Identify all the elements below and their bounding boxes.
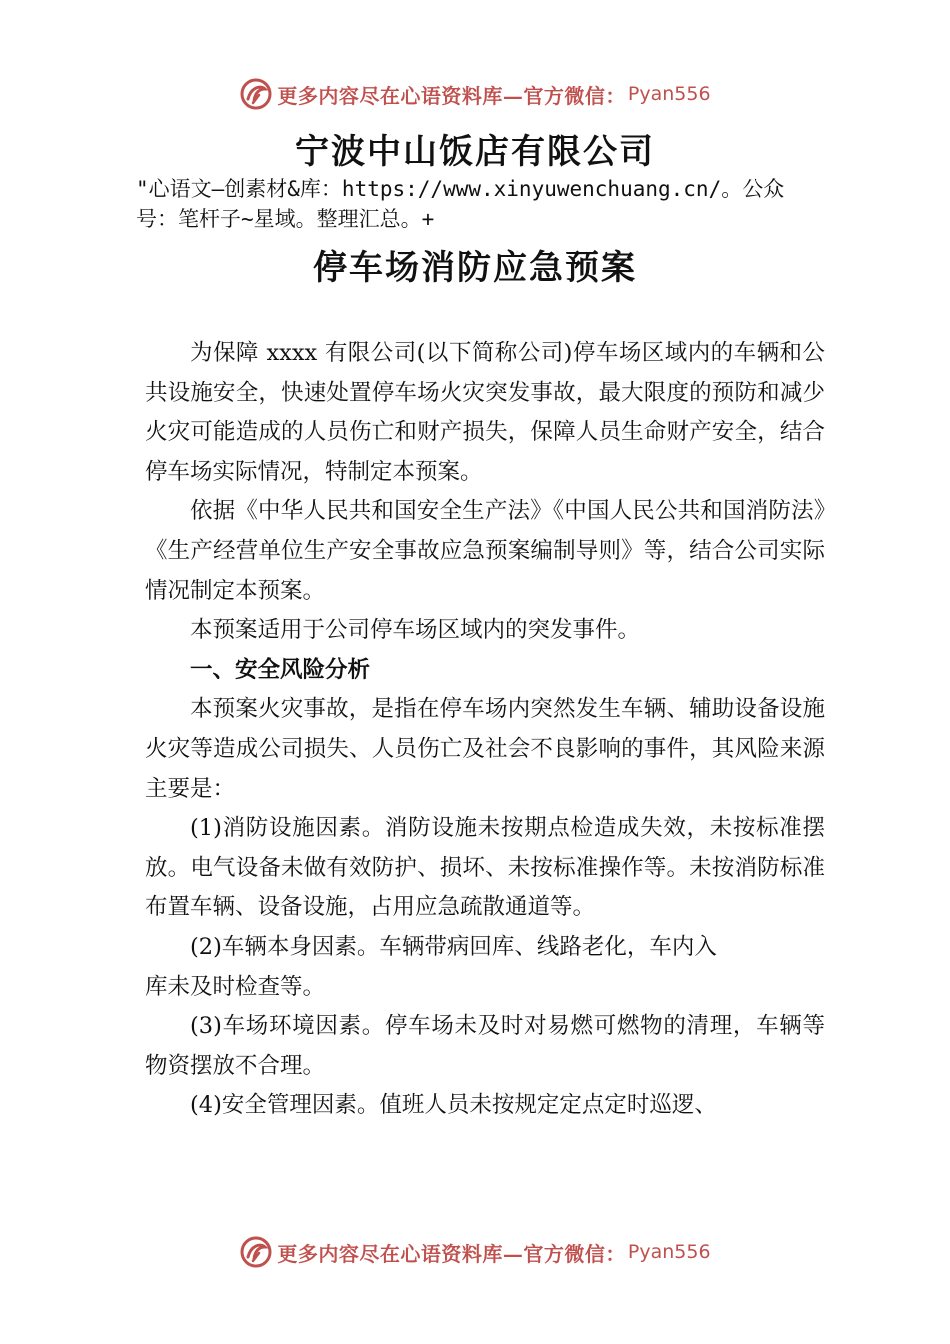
paragraph-risk-vehicle <box>145 928 825 1007</box>
paragraph-risk-management: (4)安全管理因素。值班人员未按规定定点定时巡逻、 <box>190 1092 717 1119</box>
header-banner <box>0 74 950 114</box>
paragraph-purpose: 为保障 xxxx 有限公司(以下简称公司)停车场区域内的车辆和公共设施安全，快速处置停车场火灾突发事故，最大限度的预防和减少火灾可能造成的人员伤亡和财产损失，保障人员生命财产安全，结合停车场实际情况，特制定本预案。 <box>145 340 825 485</box>
swirl-logo-icon <box>239 1235 273 1269</box>
paragraph-risk-vehicle-line1: (2)车辆本身因素。车辆带病回库、线路老化，车内入 <box>190 933 717 960</box>
footer-banner <box>0 1232 950 1272</box>
banner-text: 更多内容尽在心语资料库—官方微信： <box>277 1241 626 1266</box>
paragraph-risk-fire-facilities: (1)消防设施因素。消防设施未按期点检造成失效，未按标准摆放。电气设备未做有效防护、损坏、未按标准操作等。未按消防标准布置车辆、设备设施，占用应急疏散通道等。 <box>145 815 825 921</box>
swirl-logo-icon <box>239 77 273 111</box>
banner-wechat-id: Pyan556 <box>627 83 711 105</box>
paragraph-risk-vehicle-line2: 库未及时检查等。 <box>145 973 326 1000</box>
paragraph-scope: 本预案适用于公司停车场区域内的突发事件。 <box>190 617 641 644</box>
source-note: "心语文—创素材&库：https://www.xinyuwenchuang.cn/。公众号：笔杆子~星域。整理汇总。+ <box>136 177 785 231</box>
document-body <box>145 334 825 1126</box>
paragraph-risk-definition: 本预案火灾事故，是指在停车场内突然发生车辆、辅助设备设施火灾等造成公司损失、人员伤亡及社会不良影响的事件，其风险来源主要是： <box>145 696 825 802</box>
paragraph-risk-environment: (3)车场环境因素。停车场未及时对易燃可燃物的清理，车辆等物资摆放不合理。 <box>145 1013 825 1079</box>
banner-text: 更多内容尽在心语资料库—官方微信： <box>277 83 626 108</box>
section-heading-risk-analysis: 一、安全风险分析 <box>190 656 371 683</box>
banner-wechat-id: Pyan556 <box>627 1241 711 1263</box>
document-title: 停车场消防应急预案 <box>313 248 637 288</box>
company-name: 宁波中山饭店有限公司 <box>295 132 655 172</box>
paragraph-basis: 依据《中华人民共和国安全生产法》《中国人民公共和国消防法》《生产经营单位生产安全事故应急预案编制导则》等，结合公司实际情况制定本预案。 <box>145 498 825 604</box>
